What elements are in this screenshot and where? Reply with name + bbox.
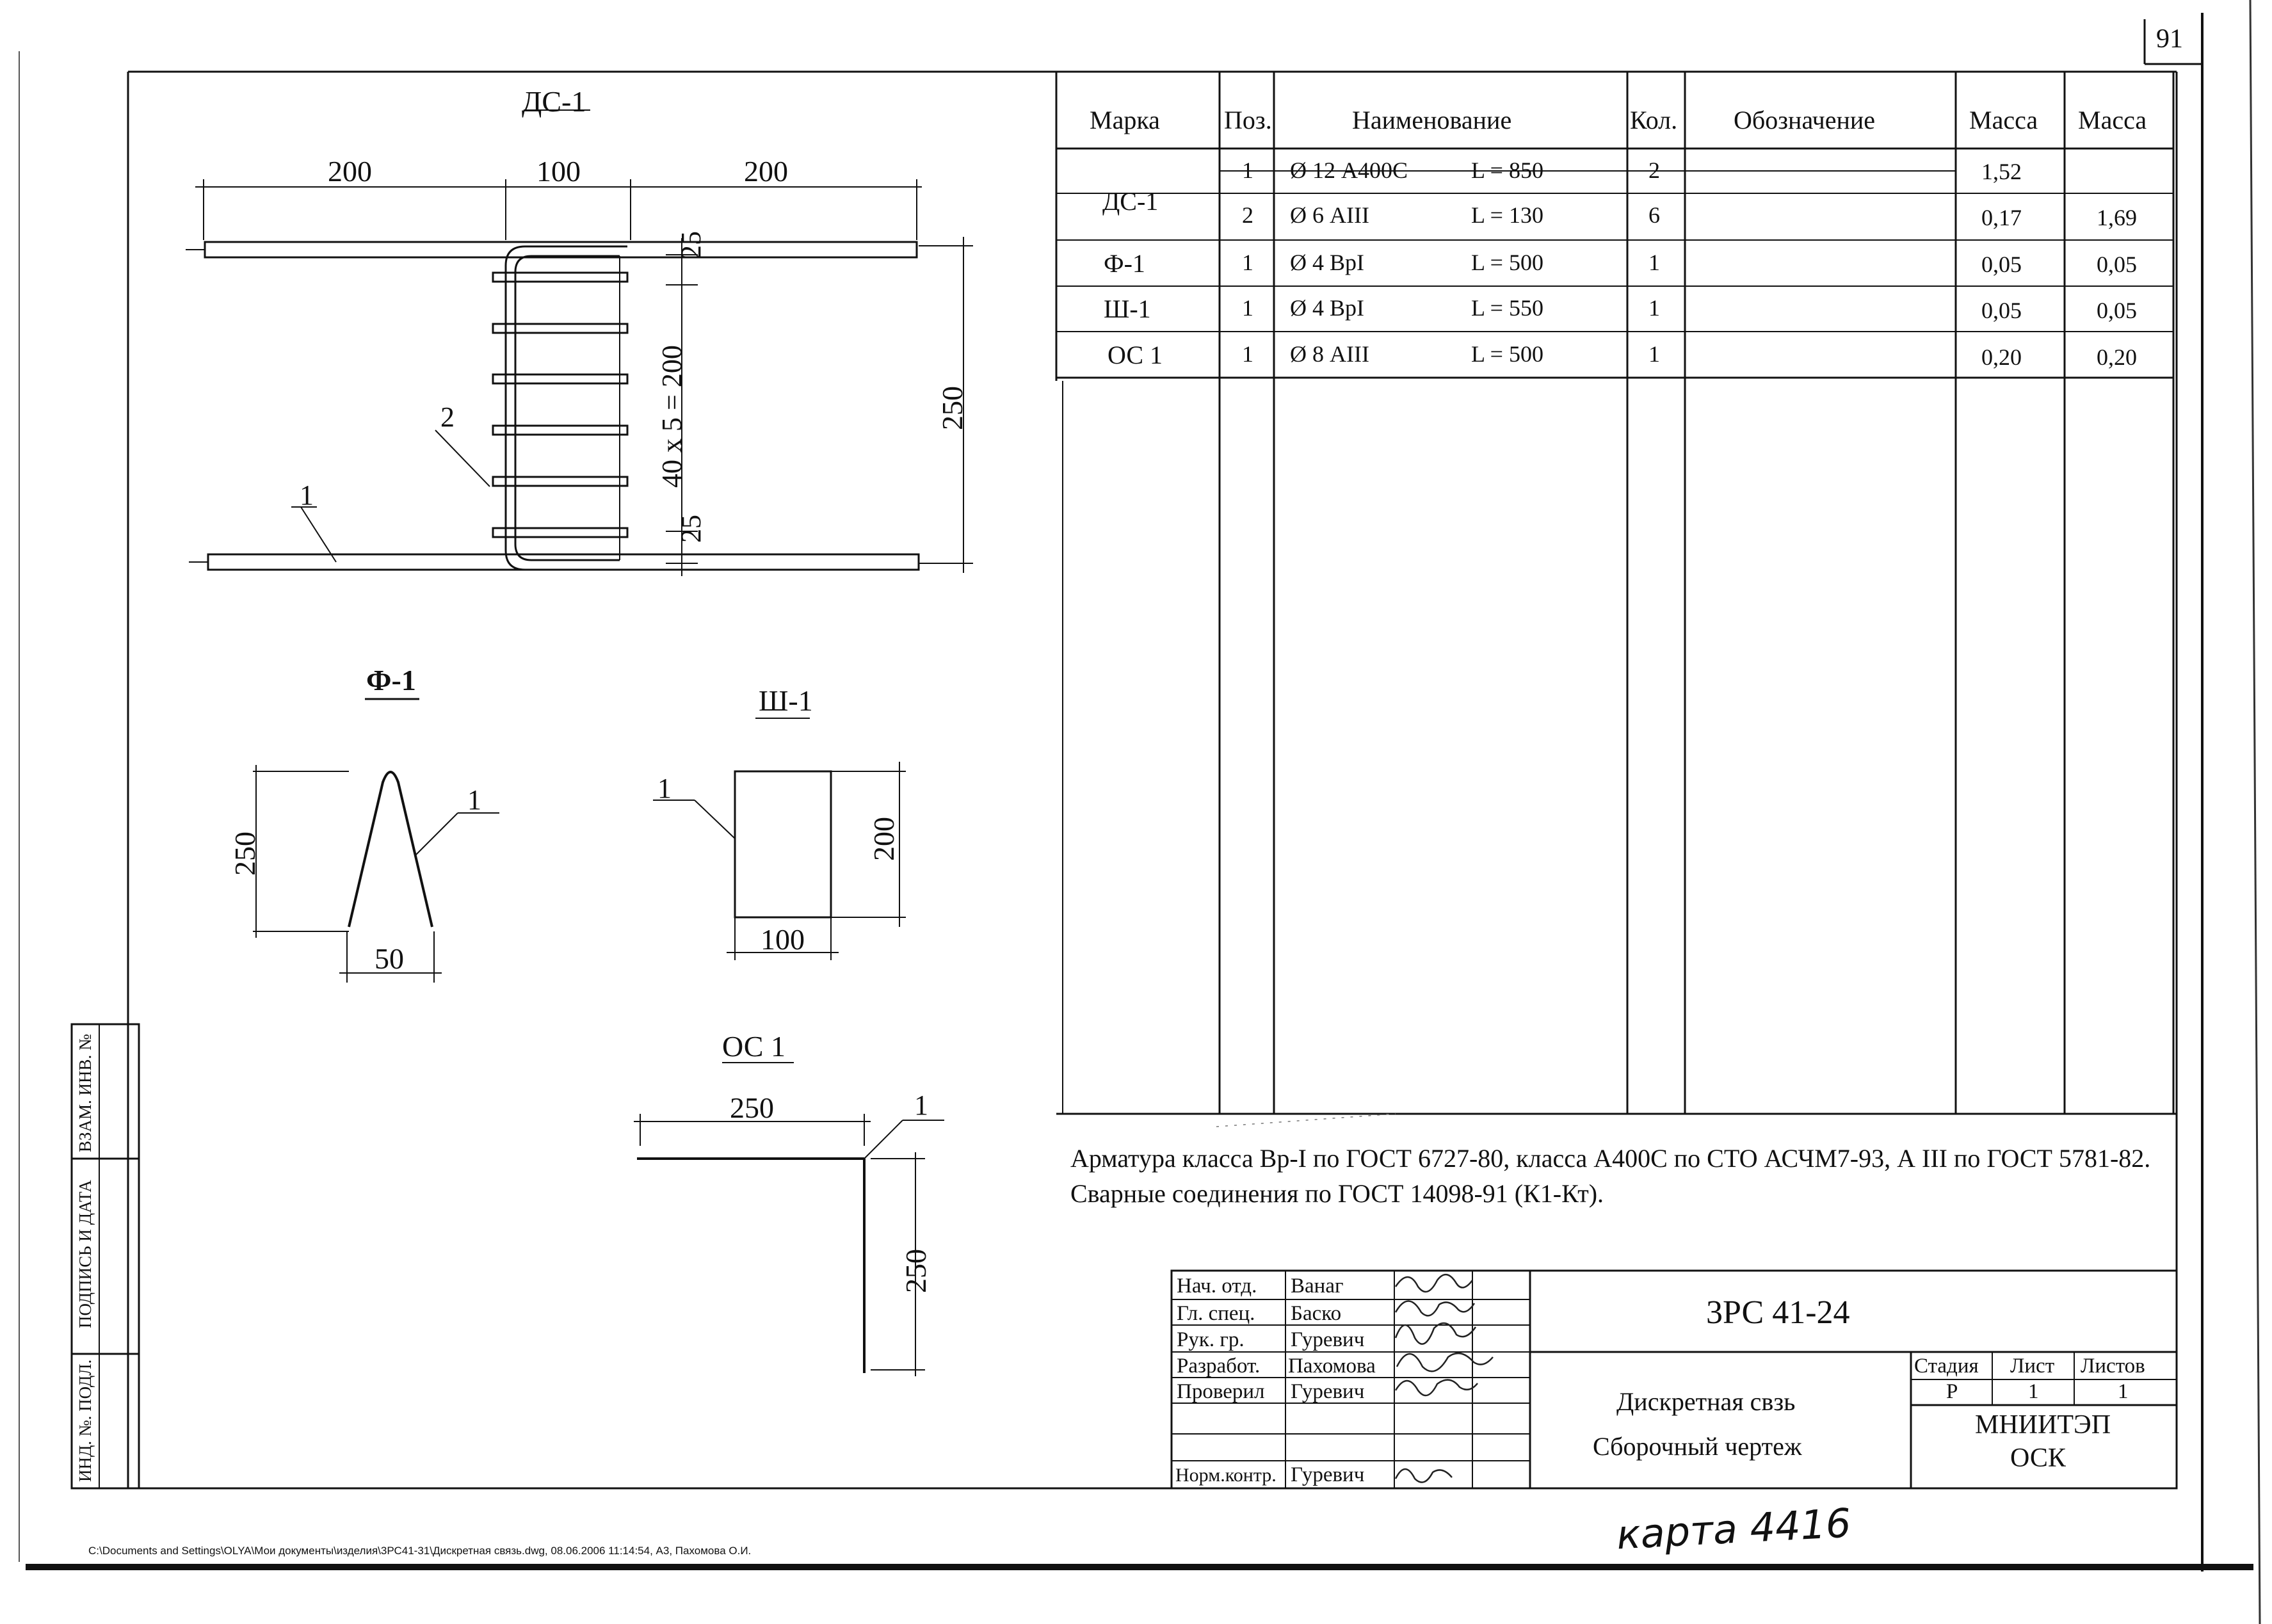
col-header-pos: Поз. [1224,106,1272,134]
row5-mass1: 0,20 [1981,344,2022,370]
row2-pos: 2 [1242,202,1253,228]
row3-mass1: 0,05 [1981,252,2022,277]
col-header-mass-unit: Масса [1969,106,2038,134]
f1-title: Ф-1 [366,664,416,696]
row2-length: L = 130 [1471,202,1543,228]
tb-sheets-header: Листов [2081,1355,2145,1378]
ds1-callout-2: 2 [440,401,455,433]
sheet-number: 91 [2156,24,2183,54]
file-path: C:\Documents and Settings\OLYA\Мои документы\изделия\3РС41-31\Дискретная связь.dwg, 08.06.2006 11:14:54, А3, Пахомова О.И. [88,1545,752,1557]
ds1-dim-250: 250 [936,386,969,430]
tb-role-head-dept: Нач. отд. [1177,1274,1257,1298]
tb-role-developer: Разработ. [1177,1355,1261,1378]
tb-stage-header: Стадия [1914,1355,1979,1378]
sh1-title: Ш-1 [759,684,813,717]
tb-role-group-lead: Рук. гр. [1177,1328,1245,1351]
row3-qty: 1 [1648,250,1660,275]
signature-scribbles [1396,1274,1493,1483]
row4-pos: 1 [1242,295,1253,321]
f1-dim-50: 50 [375,942,404,975]
tb-name-chief-spec: Баско [1291,1302,1342,1325]
row5-name: Ø 8 АIII [1290,341,1369,367]
row4-qty: 1 [1648,295,1660,321]
ds1-callout-1: 1 [300,479,314,511]
f1-callout-1: 1 [467,784,481,816]
row4-mass1: 0,05 [1981,298,2022,323]
tb-org-dept: ОСК [2010,1443,2066,1473]
tb-drawing-code: 3РС 41-24 [1706,1294,1850,1331]
tb-product-name: Дискретная свзь [1616,1387,1796,1416]
tb-name-head-dept: Ванаг [1291,1274,1344,1298]
ds1-dim-25-bottom: 25 [675,515,707,543]
row5-mass2: 0,20 [2097,344,2137,370]
tb-org-name: МНИИТЭП [1975,1410,2111,1440]
tb-name-group-lead: Гуревич [1291,1328,1365,1351]
os1-callout-1: 1 [914,1089,928,1121]
row4-length: L = 550 [1471,295,1543,321]
row5-length: L = 500 [1471,341,1543,367]
os1-title: ОС 1 [722,1030,786,1063]
row1-pos: 1 [1242,157,1253,183]
row3-name: Ø 4 ВрI [1290,250,1364,275]
col-header-qty: Кол. [1630,106,1678,134]
ds1-dim-100: 100 [536,155,581,188]
row1-qty: 2 [1648,157,1660,183]
col-header-mark: Марка [1090,106,1160,134]
ds1-dim-40x5: 40 х 5 = 200 [656,345,688,488]
tb-name-norm-control: Гуревич [1291,1463,1365,1486]
row1-name: Ø 12 А400С [1290,157,1408,183]
row2-mass1: 0,17 [1981,205,2022,230]
row-mark-os1: ОС 1 [1108,341,1163,369]
stamp-original-inv-no: ИНД. №. ПОДЛ. [76,1359,95,1482]
os1-dim-250-horizontal: 250 [730,1091,774,1124]
note-welding-standard: Сварные соединения по ГОСТ 14098-91 (К1-Кт). [1070,1179,1604,1208]
row5-pos: 1 [1242,341,1253,367]
row4-mass2: 0,05 [2097,298,2137,323]
row5-qty: 1 [1648,341,1660,367]
os1-dim-250-vertical: 250 [899,1249,932,1293]
ds1-dim-200-left: 200 [328,155,372,188]
row1-length: L = 850 [1471,157,1543,183]
tb-drawing-type: Сборочный чертеж [1593,1432,1802,1461]
tb-role-chief-spec: Гл. спец. [1177,1302,1255,1325]
tb-sheet-header: Лист [2010,1355,2055,1378]
note-reinforcement-standards: Арматура класса Вр-I по ГОСТ 6727-80, класса А400С по СТО АСЧМ7-93, А III по ГОСТ 5781-82. [1070,1144,2151,1173]
row2-qty: 6 [1648,202,1660,228]
sh1-dim-100: 100 [761,923,805,956]
row1-mass1: 1,52 [1981,159,2022,184]
tb-stage-value: Р [1946,1380,1958,1403]
col-header-name: Наименование [1352,106,1512,134]
tb-sheets-value: 1 [2118,1380,2129,1403]
row2-mass2: 1,69 [2097,205,2137,230]
sh1-dim-200: 200 [867,817,900,861]
row-mark-sh1: Ш-1 [1104,294,1151,323]
tb-sheet-value: 1 [2028,1380,2039,1403]
tb-role-checked: Проверил [1177,1380,1265,1403]
tb-name-developer: Пахомова [1288,1355,1376,1378]
row-mark-ds1: ДС-1 [1102,187,1159,216]
row3-pos: 1 [1242,250,1253,275]
row-mark-f1: Ф-1 [1104,249,1145,278]
col-header-designation: Обозначение [1734,106,1876,134]
f1-dim-250: 250 [229,832,261,876]
col-header-mass-total: Масса [2078,106,2147,134]
tb-role-norm-control: Норм.контр. [1175,1465,1277,1486]
row4-name: Ø 4 ВрI [1290,295,1364,321]
row3-mass2: 0,05 [2097,252,2137,277]
ds1-title: ДС-1 [522,85,586,118]
row2-name: Ø 6 АIII [1290,202,1369,228]
ds1-dim-25-top: 25 [675,231,707,259]
row3-length: L = 500 [1471,250,1543,275]
ds1-dim-200-right: 200 [744,155,788,188]
stamp-replaced-inv-no: ВЗАМ. ИНВ. № [76,1034,95,1152]
tb-name-checked: Гуревич [1291,1380,1365,1403]
handwritten-card-number: карта 4416 [1615,1499,1853,1559]
sh1-callout-1: 1 [657,773,672,804]
stamp-signature-date: ПОДПИСЬ И ДАТА [76,1180,95,1328]
